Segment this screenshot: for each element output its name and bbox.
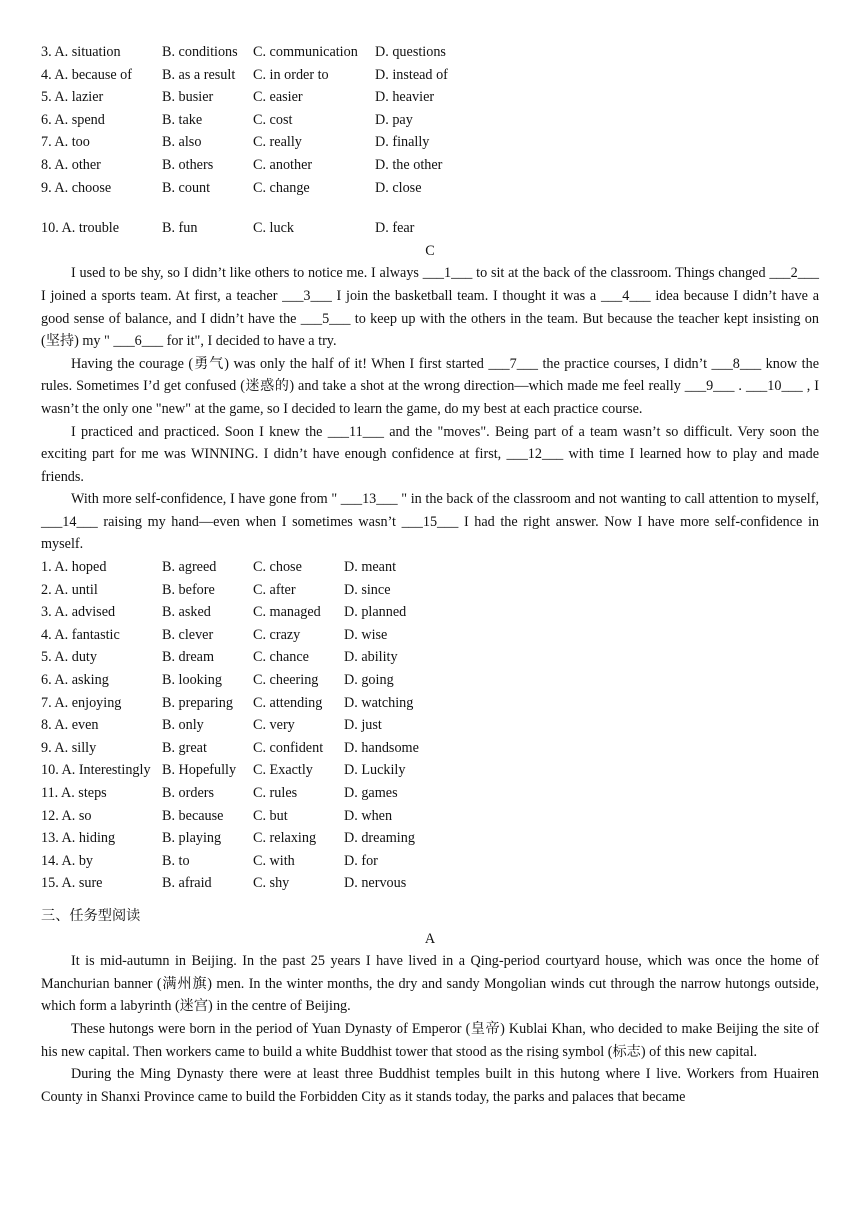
option-row — [41, 556, 819, 579]
option-row — [41, 646, 819, 669]
option-row — [41, 86, 819, 109]
option-c: C. chance — [253, 649, 309, 666]
option-b: B. great — [162, 739, 207, 756]
option-c: C. managed — [253, 604, 321, 621]
option-a: 8. A. other — [41, 156, 101, 173]
option-c: C. attending — [253, 694, 323, 711]
option-row — [41, 827, 819, 850]
passage-c-heading: C — [425, 242, 435, 259]
option-b: B. orders — [162, 785, 215, 801]
option-d: D. just — [344, 717, 382, 734]
option-c: C. with — [253, 852, 295, 869]
option-c: C. crazy — [253, 626, 301, 643]
option-b: B. fun — [162, 220, 198, 237]
option-a: 9. A. silly — [41, 739, 97, 756]
option-b: B. to — [162, 852, 190, 869]
option-b: B. Hopefully — [162, 762, 237, 779]
option-b: B. clever — [162, 626, 214, 643]
option-a: 7. A. too — [41, 134, 90, 151]
option-row — [41, 759, 819, 782]
option-a: 4. A. because of — [41, 66, 133, 83]
option-row — [41, 177, 819, 200]
option-b: B. busier — [162, 89, 214, 106]
option-d: D. pay — [375, 111, 413, 128]
option-row — [41, 714, 819, 737]
option-row — [41, 217, 819, 240]
option-d: D. since — [344, 581, 391, 598]
option-d: D. instead of — [375, 66, 448, 83]
option-a: 3. A. situation — [41, 44, 121, 60]
option-d: D. wise — [344, 626, 388, 643]
option-a: 10. A. Interestingly — [41, 762, 151, 779]
option-row — [41, 782, 819, 805]
option-a: 6. A. spend — [41, 111, 105, 128]
option-a: 13. A. hiding — [41, 830, 116, 847]
option-a: 8. A. even — [41, 717, 99, 734]
option-c: C. easier — [253, 89, 303, 106]
paragraph: I practiced and practiced. Soon I knew the ___11___ and the "moves". Being part of a team wasn’t so difficult. Very soon the exciting part for me was WINNING. I didn’t have enough confidence at first, ___12___ with time I learned how to play and made friends. — [41, 423, 819, 485]
option-c: C. in order to — [253, 66, 329, 83]
option-b: B. only — [162, 717, 204, 734]
document-page — [41, 41, 819, 1108]
option-c: C. Exactly — [253, 762, 313, 779]
option-b: B. as a result — [162, 66, 236, 83]
option-row — [41, 624, 819, 647]
option-d: D. for — [344, 852, 378, 869]
option-a: 12. A. so — [41, 807, 92, 824]
option-d: D. meant — [344, 559, 397, 576]
option-c: C. luck — [253, 220, 294, 237]
option-d: D. Luckily — [344, 762, 406, 779]
option-row — [41, 601, 819, 624]
option-d: D. dreaming — [344, 830, 415, 847]
option-list-passage-c — [41, 556, 819, 895]
option-a: 4. A. fantastic — [41, 626, 120, 643]
spacer — [41, 199, 819, 217]
option-row — [41, 669, 819, 692]
option-d: D. questions — [375, 44, 446, 60]
option-c: C. communication — [253, 44, 358, 60]
option-row — [41, 872, 819, 895]
option-c: C. chose — [253, 559, 302, 576]
option-d: D. fear — [375, 220, 415, 237]
option-c: C. cost — [253, 111, 293, 128]
option-list-set-b — [41, 41, 819, 240]
option-c: C. rules — [253, 785, 298, 801]
option-row — [41, 64, 819, 87]
option-row — [41, 805, 819, 828]
option-c: C. cheering — [253, 672, 319, 689]
option-a: 5. A. duty — [41, 649, 97, 666]
option-a: 11. A. steps — [41, 785, 107, 801]
option-b: B. take — [162, 111, 203, 128]
option-a: 15. A. sure — [41, 875, 103, 892]
paragraph: These hutongs were born in the period of Yuan Dynasty of Emperor (皇帝) Kublai Khan, who decided to make Beijing the site of his new capital. Then workers came to build a white Buddhist tower that stood as the rising symbol (标志) of this new capital. — [41, 1020, 819, 1060]
option-row — [41, 692, 819, 715]
option-row — [41, 154, 819, 177]
option-d: D. close — [375, 179, 422, 196]
paragraph: It is mid-autumn in Beijing. In the past 25 years I have lived in a Qing-period courtyard house, which was once the home of Manchurian banner (满州旗) men. In the winter months, the dry and sandy Mongolian winds cut through the narrow hutongs outside, which form a labyrinth (迷宫) in the centre of Beijing. — [41, 953, 819, 1015]
passage-c-body — [41, 262, 819, 556]
option-b: B. others — [162, 156, 214, 173]
option-a: 14. A. by — [41, 852, 94, 869]
option-a: 6. A. asking — [41, 672, 109, 689]
option-c: C. after — [253, 581, 296, 598]
option-c: C. shy — [253, 875, 290, 892]
option-d: D. going — [344, 672, 394, 689]
option-a: 2. A. until — [41, 581, 98, 598]
option-row — [41, 131, 819, 154]
option-d: D. watching — [344, 694, 414, 711]
option-a: 9. A. choose — [41, 179, 112, 196]
section-three-body — [41, 950, 819, 1108]
option-row — [41, 579, 819, 602]
option-b: B. before — [162, 581, 215, 598]
option-c: C. change — [253, 179, 310, 196]
option-row — [41, 109, 819, 132]
option-c: C. but — [253, 807, 288, 824]
section-three-heading: A — [424, 930, 436, 947]
option-b: B. count — [162, 179, 211, 196]
option-d: D. finally — [375, 134, 430, 151]
option-d: D. when — [344, 807, 393, 824]
option-d: D. heavier — [375, 89, 435, 106]
paragraph: I used to be shy, so I didn’t like others to notice me. I always ___1___ to sit at the back of the classroom. Things changed ___2___ I joined a sports team. At first, a teacher ___3___ I join the basketball team. I thought it was a ___4___ idea because I didn’t have a good sense of balance, and I didn’t have the ___5___ to keep up with the others in the team. But because the teacher kept insisting on (坚持) my " ___6___ for it", I decided to have a try. — [41, 265, 819, 350]
option-c: C. confident — [253, 739, 324, 756]
option-b: B. also — [162, 134, 202, 151]
option-b: B. asked — [162, 604, 211, 621]
option-b: B. looking — [162, 672, 222, 689]
paragraph: During the Ming Dynasty there were at least three Buddhist temples built in this hutong where I live. Workers from Huairen County in Shanxi Province came to build the Forbidden City as it stands today, the parks and palaces that became — [41, 1066, 819, 1105]
option-a: 5. A. lazier — [41, 89, 104, 106]
option-b: B. preparing — [162, 694, 233, 711]
option-row — [41, 41, 819, 64]
option-c: C. really — [253, 134, 302, 151]
option-b: B. because — [162, 807, 224, 824]
option-c: C. relaxing — [253, 830, 317, 847]
option-a: 10. A. trouble — [41, 220, 120, 237]
option-a: 3. A. advised — [41, 604, 116, 621]
option-a: 1. A. hoped — [41, 559, 107, 576]
option-b: B. conditions — [162, 44, 238, 60]
option-d: D. the other — [375, 156, 443, 173]
option-c: C. very — [253, 717, 295, 734]
option-d: D. games — [344, 785, 398, 801]
paragraph: With more self-confidence, I have gone from " ___13___ " in the back of the classroom and not wanting to call attention to myself, ___14___ raising my hand—even when I sometimes wasn’t ___15___ I had the right answer. Now I have more self-confidence in myself. — [41, 491, 819, 553]
option-b: B. agreed — [162, 559, 217, 576]
paragraph: Having the courage (勇气) was only the half of it! When I first started ___7___ the practice courses, I didn’t ___8___ know the rules. Sometimes I’d get confused (迷惑的) and take a shot at the wrong direction—which made me feel really ___9___ . ___10___ , I wasn’t the only one "new" at the game, so I decided to learn the game, do my best at each practice course. — [41, 355, 819, 417]
option-d: D. ability — [344, 649, 398, 666]
option-c: C. another — [253, 156, 313, 173]
option-b: B. playing — [162, 830, 222, 847]
option-b: B. afraid — [162, 875, 212, 892]
option-row — [41, 850, 819, 873]
option-row — [41, 737, 819, 760]
option-a: 7. A. enjoying — [41, 694, 122, 711]
option-d: D. nervous — [344, 875, 407, 892]
option-d: D. planned — [344, 604, 407, 621]
option-b: B. dream — [162, 649, 215, 666]
option-d: D. handsome — [344, 739, 419, 756]
section-three-title: 三、任务型阅读 — [41, 907, 141, 924]
